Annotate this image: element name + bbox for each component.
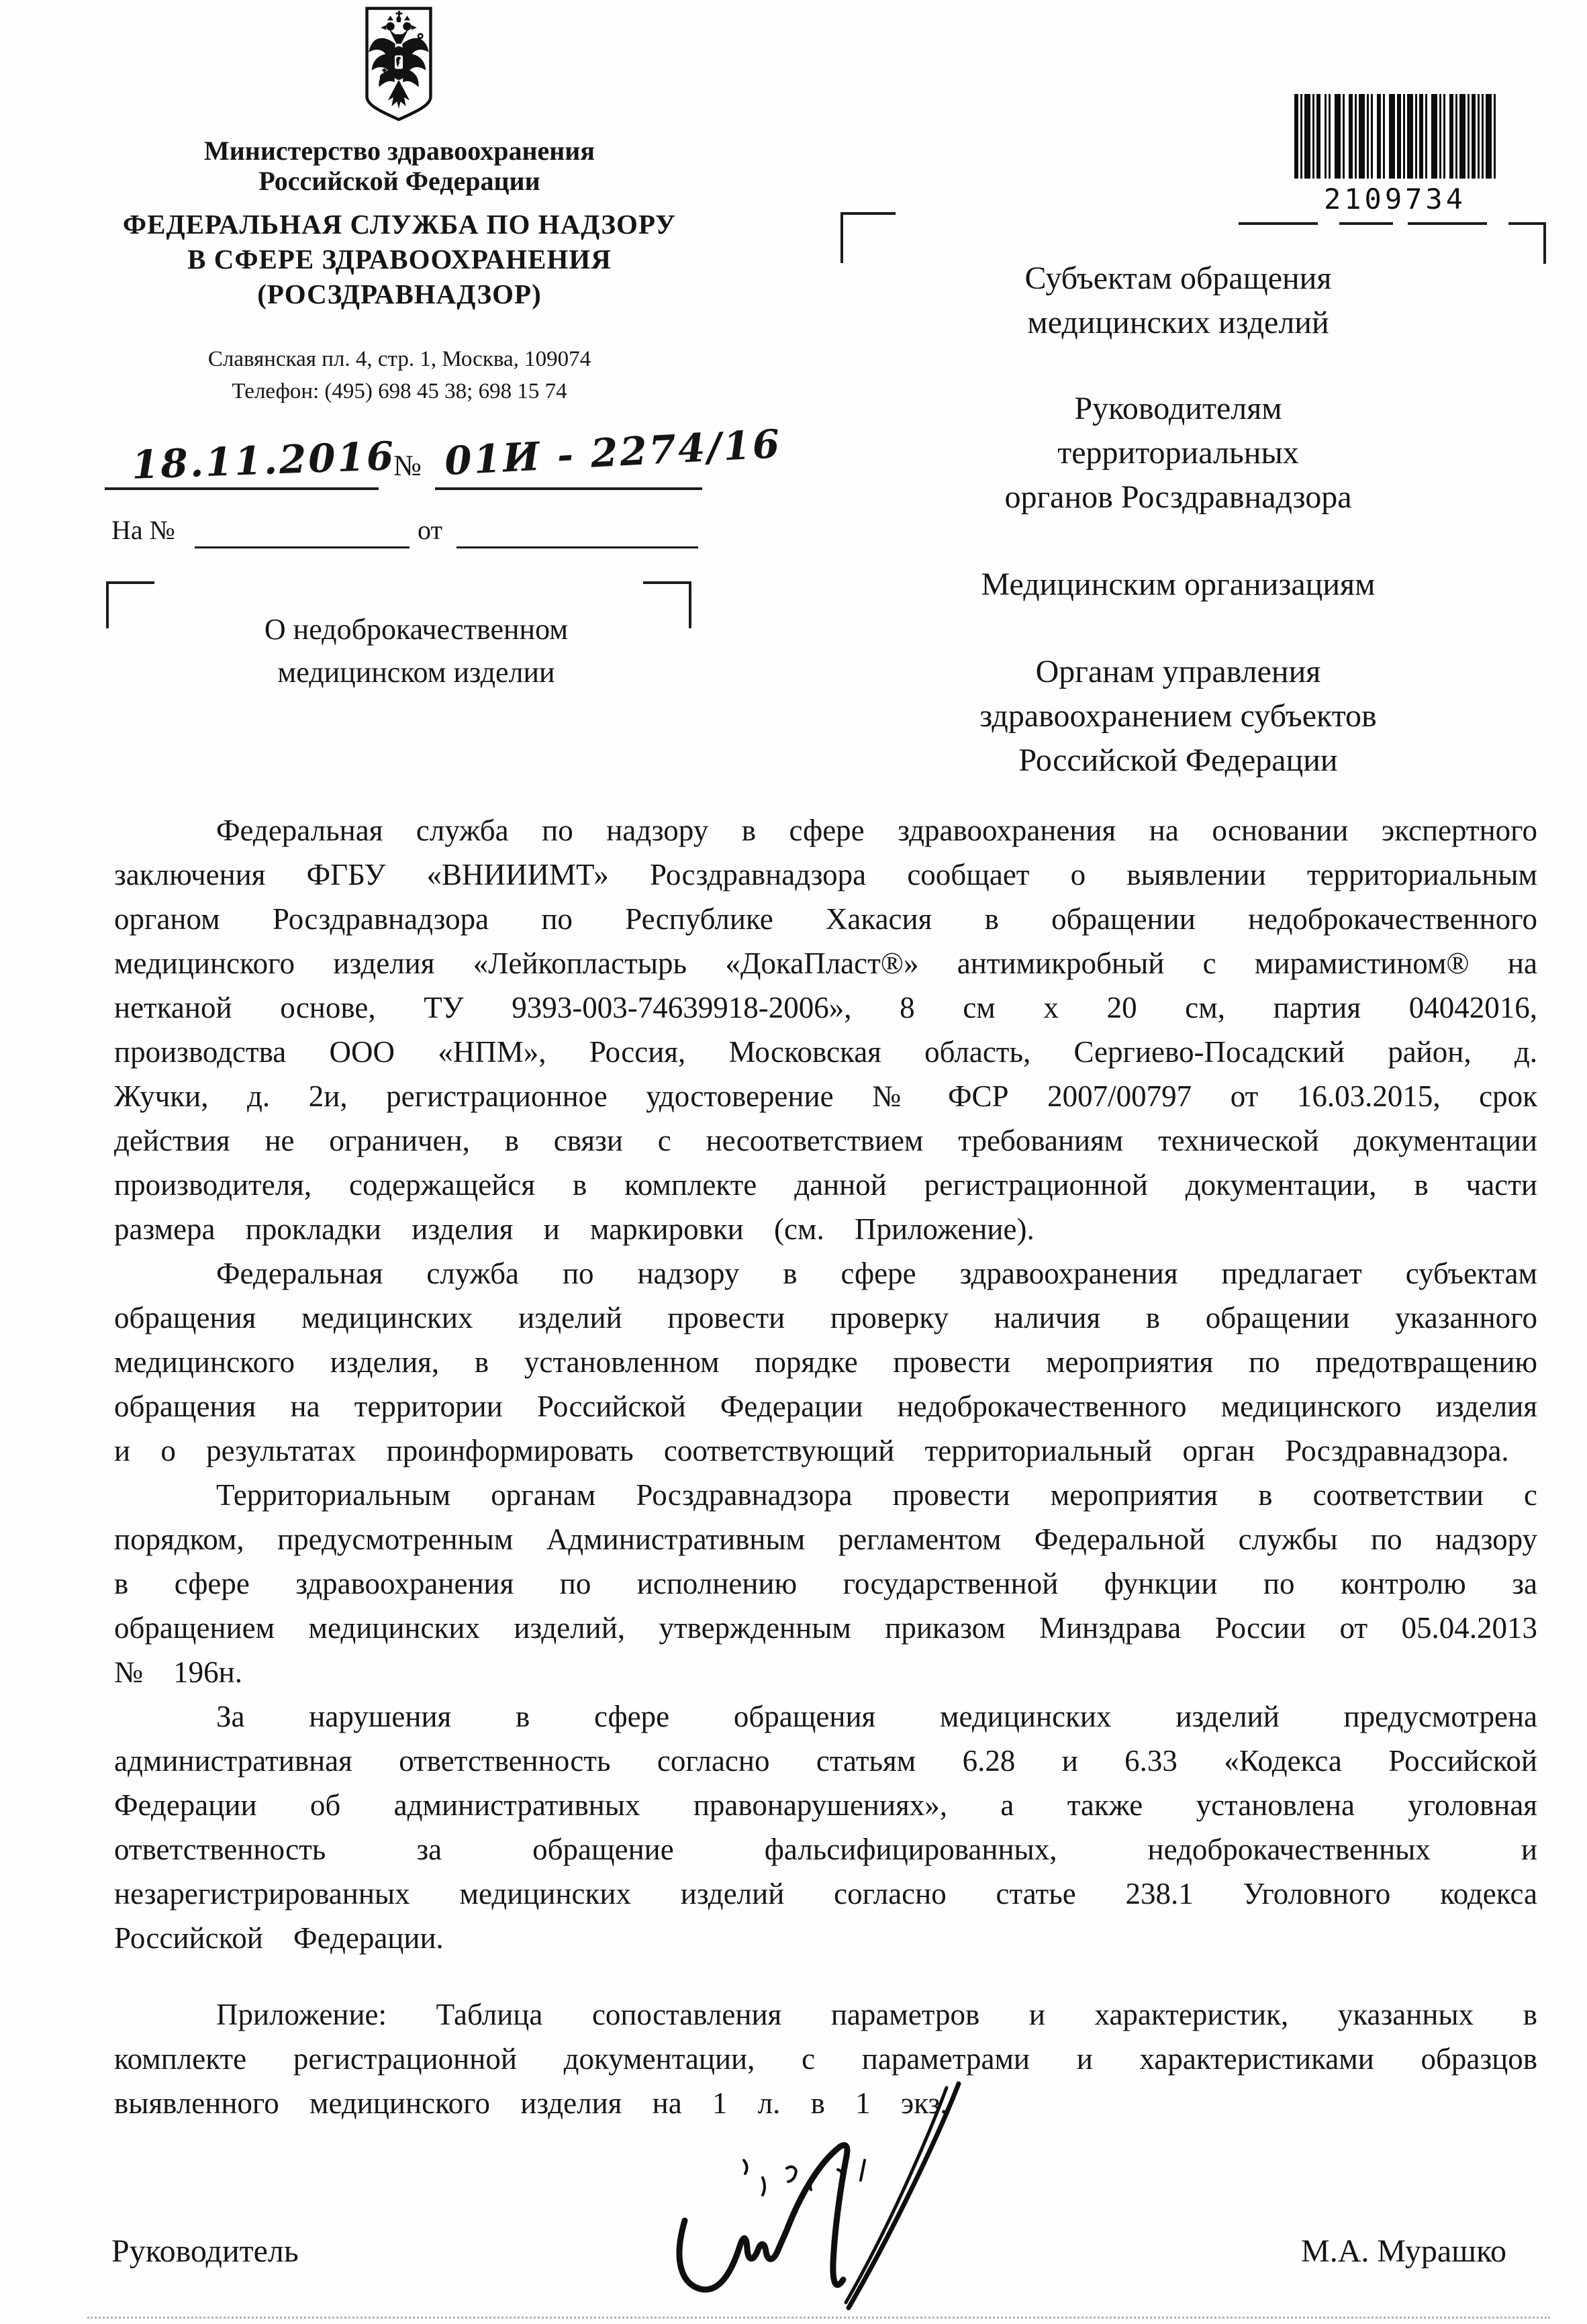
number-sign: № xyxy=(393,449,422,482)
signer-name: М.А. Мурашко xyxy=(1301,2233,1506,2269)
addressee-block-health-authorities xyxy=(893,650,1463,783)
letterhead-address: Славянская пл. 4, стр. 1, Москва, 109074 xyxy=(207,347,591,371)
addressee-corner-mark-left xyxy=(840,212,896,263)
subject-corner-mark-right xyxy=(643,581,691,628)
addressee-line: Органам управления xyxy=(1035,654,1321,689)
addressee-line: органов Росздравнадзора xyxy=(1004,479,1352,515)
subject-corner-mark-left xyxy=(106,581,154,628)
addressee-line: Субъектам обращения xyxy=(1024,260,1332,296)
attachment-paragraph: Приложение: Таблица сопоставления параметров и характеристик, указанных в комплекте регистрационной документации, с параметрами и характеристиками образцов выявленного медицинского изделия на 1 л. в 1 экз. xyxy=(114,1998,1537,2120)
barcode-number: 2109734 xyxy=(1323,183,1466,215)
date-blank-line xyxy=(105,487,379,490)
addressee-line: Руководителям xyxy=(1074,391,1282,426)
body-paragraph-3: Территориальным органам Росздравнадзора провести мероприятия в соответствии с порядком, предусмотренным Административным регламентом Федеральной службы по надзору в сфере здравоохранения по исполнению государственной функции по контролю за обращением медицинских изделий, утвержденным приказом Минздрава России от 05.04.2013 № 196н. xyxy=(114,1478,1537,1689)
service-name-line3: (РОСЗДРАВНАДЗОР) xyxy=(257,279,542,309)
subject-line2: медицинском изделии xyxy=(277,656,555,689)
russia-coat-of-arms-icon xyxy=(346,5,452,132)
ministry-name-line2: Российской Федерации xyxy=(258,166,540,196)
addressee-line: территориальных xyxy=(1057,435,1299,471)
federal-service-name xyxy=(81,207,718,311)
addressee-block-territorial-heads xyxy=(893,387,1463,520)
service-name-line2: В СФЕРЕ ЗДРАВООХРАНЕНИЯ xyxy=(187,244,612,275)
letter-body xyxy=(114,808,1537,2125)
addressee-line: Медицинским организациям xyxy=(981,567,1376,602)
addressee-line: медицинских изделий xyxy=(1027,305,1329,340)
letter-subject xyxy=(222,608,611,694)
addressee-line: Российской Федерации xyxy=(1018,742,1338,778)
barcode-icon xyxy=(1292,94,1498,179)
addressee-block-subjects xyxy=(893,256,1463,345)
ministry-name-line1: Министерство здравоохранения xyxy=(204,136,595,166)
service-name-line1: ФЕДЕРАЛЬНАЯ СЛУЖБА ПО НАДЗОРУ xyxy=(122,209,677,240)
reply-number-blank-line xyxy=(195,546,410,548)
subject-line1: О недоброкачественном xyxy=(264,613,569,646)
number-blank-line xyxy=(435,487,702,490)
addressee-block-medical-organizations xyxy=(893,563,1463,607)
handwritten-signature xyxy=(643,2080,1059,2316)
reply-to-label: На № xyxy=(111,515,175,545)
body-paragraph-2: Федеральная служба по надзору в сфере здравоохранения предлагает субъектам обращения медицинских изделий провести проверку наличия в обращении указанного медицинского изделия, в установленном порядке провести мероприятия по предотвращению обращения на территории Российской Федерации недоброкачественного медицинского изделия и о результатах проинформировать соответствующий территориальный орган Росздравнадзора. xyxy=(114,1257,1537,1467)
addressee-line: здравоохранением субъектов xyxy=(979,698,1377,734)
body-paragraph-1: Федеральная служба по надзору в сфере здравоохранения на основании экспертного заключения ФГБУ «ВНИИИМТ» Росздравнадзора сообщает о выявлении территориальным органом Росздравнадзора по Республике Хакасия в обращении недоброкачественного медицинского изделия «Лейкопластырь «ДокаПласт®» антимикробный с мирамистином® на нетканой основе, ТУ 9393-003-74639918-2006», 8 см х 20 см, партия 04042016, производства ООО «НПМ», Россия, Московская область, Сергиево-Посадский район, д. Жучки, д. 2и, регистрационное удостоверение № ФСР 2007/00797 от 16.03.2015, срок действия не ограничен, в связи с несоответствием требованиям технической документации производителя, содержащейся в комплекте данной регистрационной документации, в части размера прокладки изделия и маркировки (см. Приложение). xyxy=(114,814,1537,1246)
signer-title: Руководитель xyxy=(111,2233,299,2269)
body-paragraph-4: За нарушения в сфере обращения медицинских изделий предусмотрена административная ответственность согласно статьям 6.28 и 6.33 «Кодекса Российской Федерации об административных правонарушениях», а также установлена уголовная ответственность за обращение фальсифицированных, недоброкачественных и незарегистрированных медицинских изделий согласно статье 238.1 Уголовного кодекса Российской Федерации. xyxy=(114,1700,1537,1955)
ministry-name xyxy=(81,136,718,196)
reply-date-blank-line xyxy=(456,546,698,548)
registration-barcode xyxy=(1292,94,1498,215)
outgoing-date-handwritten: 18.11.2016 xyxy=(130,433,397,488)
reply-from-label: от xyxy=(418,515,442,545)
letterhead-phone: Телефон: (495) 698 45 38; 698 15 74 xyxy=(232,379,567,403)
outgoing-number-handwritten: 01И - 2274/16 xyxy=(443,420,783,485)
scan-noise-dotted-line xyxy=(87,2317,1550,2319)
